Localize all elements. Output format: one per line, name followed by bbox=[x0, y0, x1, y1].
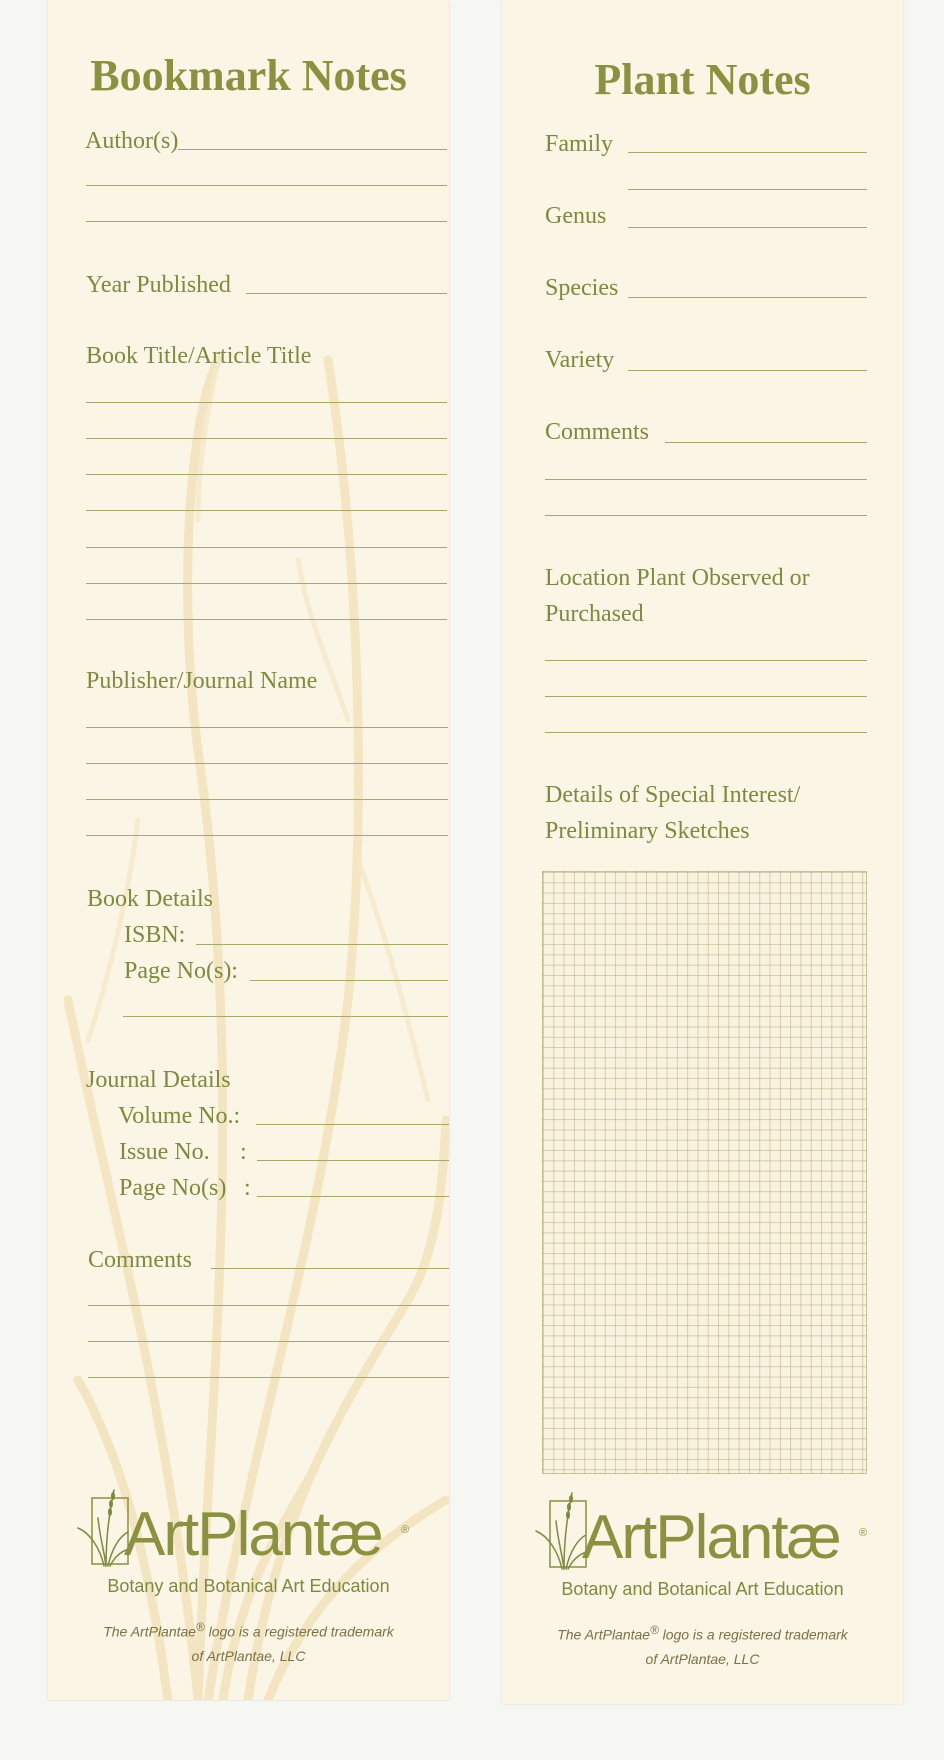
publisher-line[interactable] bbox=[86, 835, 448, 836]
tagline: Botany and Botanical Art Education bbox=[561, 1579, 844, 1599]
comments-label: Comments bbox=[88, 1247, 193, 1273]
artplantae-logo bbox=[502, 1489, 903, 1679]
volume-label: Volume No.: bbox=[118, 1103, 241, 1129]
species-line[interactable] bbox=[628, 297, 867, 298]
family-line[interactable] bbox=[628, 152, 867, 153]
publisher-line[interactable] bbox=[86, 799, 448, 800]
year-published-label: Year Published bbox=[86, 272, 231, 298]
artplantae-logo bbox=[48, 1486, 449, 1676]
sketch-grid[interactable] bbox=[542, 871, 867, 1474]
plant-comments-label: Comments bbox=[545, 419, 650, 445]
location-line[interactable] bbox=[545, 696, 867, 697]
variety-label: Variety bbox=[545, 347, 615, 373]
book-page-label: Page No(s): bbox=[124, 958, 238, 984]
title-line[interactable] bbox=[86, 583, 447, 584]
comments-line[interactable] bbox=[88, 1377, 449, 1378]
isbn-line[interactable] bbox=[196, 944, 448, 945]
comments-line[interactable] bbox=[88, 1341, 449, 1342]
title-label: Book Title/Article Title bbox=[86, 343, 312, 369]
logo-wordmark: ArtPlantæ bbox=[582, 1503, 840, 1572]
registered-mark: ® bbox=[401, 1524, 410, 1536]
species-label: Species bbox=[545, 275, 619, 301]
title-line[interactable] bbox=[86, 547, 447, 548]
logo-wordmark: ArtPlantæ bbox=[124, 1500, 382, 1569]
journal-details-label: Journal Details bbox=[86, 1067, 231, 1093]
title-line[interactable] bbox=[86, 438, 447, 439]
publisher-line[interactable] bbox=[86, 763, 448, 764]
journal-page-line[interactable] bbox=[257, 1196, 449, 1197]
year-published-line[interactable] bbox=[246, 293, 447, 294]
volume-line[interactable] bbox=[256, 1124, 449, 1125]
details-label-line1: Details of Special Interest/ bbox=[545, 782, 801, 808]
plant-comments-line[interactable] bbox=[665, 442, 867, 443]
location-label-line1: Location Plant Observed or bbox=[545, 565, 810, 591]
publisher-line[interactable] bbox=[86, 727, 448, 728]
registered-mark: ® bbox=[859, 1527, 868, 1539]
location-label-line2: Purchased bbox=[545, 601, 644, 627]
journal-page-colon: : bbox=[244, 1175, 251, 1201]
issue-colon: : bbox=[240, 1139, 247, 1165]
book-page-line[interactable] bbox=[123, 1016, 448, 1017]
bookmark-notes-card bbox=[48, 0, 449, 1700]
title-line[interactable] bbox=[86, 474, 447, 475]
genus-label: Genus bbox=[545, 203, 607, 229]
comments-line[interactable] bbox=[88, 1305, 449, 1306]
title-line[interactable] bbox=[86, 619, 447, 620]
book-page-line[interactable] bbox=[250, 980, 448, 981]
plant-notes-title: Plant Notes bbox=[594, 55, 811, 104]
journal-page-label: Page No(s) bbox=[119, 1175, 227, 1201]
book-details-label: Book Details bbox=[87, 886, 213, 912]
title-line[interactable] bbox=[86, 510, 447, 511]
bookmark-notes-title: Bookmark Notes bbox=[90, 51, 407, 100]
comments-line[interactable] bbox=[211, 1268, 449, 1269]
trademark-notice: The ArtPlantae® logo is a registered trademark of ArtPlantae, LLC bbox=[103, 1621, 394, 1664]
isbn-label: ISBN: bbox=[124, 922, 186, 948]
authors-label: Author(s) bbox=[85, 128, 179, 154]
authors-line[interactable] bbox=[178, 149, 447, 150]
trademark-notice: The ArtPlantae® logo is a registered trademark of ArtPlantae, LLC bbox=[557, 1624, 848, 1667]
tagline: Botany and Botanical Art Education bbox=[107, 1576, 390, 1596]
authors-line[interactable] bbox=[86, 221, 447, 222]
issue-line[interactable] bbox=[257, 1160, 449, 1161]
plant-comments-line[interactable] bbox=[545, 515, 867, 516]
plant-notes-card bbox=[502, 0, 903, 1704]
authors-line[interactable] bbox=[86, 185, 447, 186]
family-label: Family bbox=[545, 131, 614, 157]
location-line[interactable] bbox=[545, 660, 867, 661]
title-line[interactable] bbox=[86, 402, 447, 403]
genus-line[interactable] bbox=[628, 227, 867, 228]
issue-label: Issue No. bbox=[119, 1139, 210, 1165]
location-line[interactable] bbox=[545, 732, 867, 733]
family-line[interactable] bbox=[628, 189, 867, 190]
variety-line[interactable] bbox=[628, 370, 867, 371]
details-label-line2: Preliminary Sketches bbox=[545, 818, 750, 844]
plant-comments-line[interactable] bbox=[545, 479, 867, 480]
publisher-label: Publisher/Journal Name bbox=[86, 668, 318, 694]
